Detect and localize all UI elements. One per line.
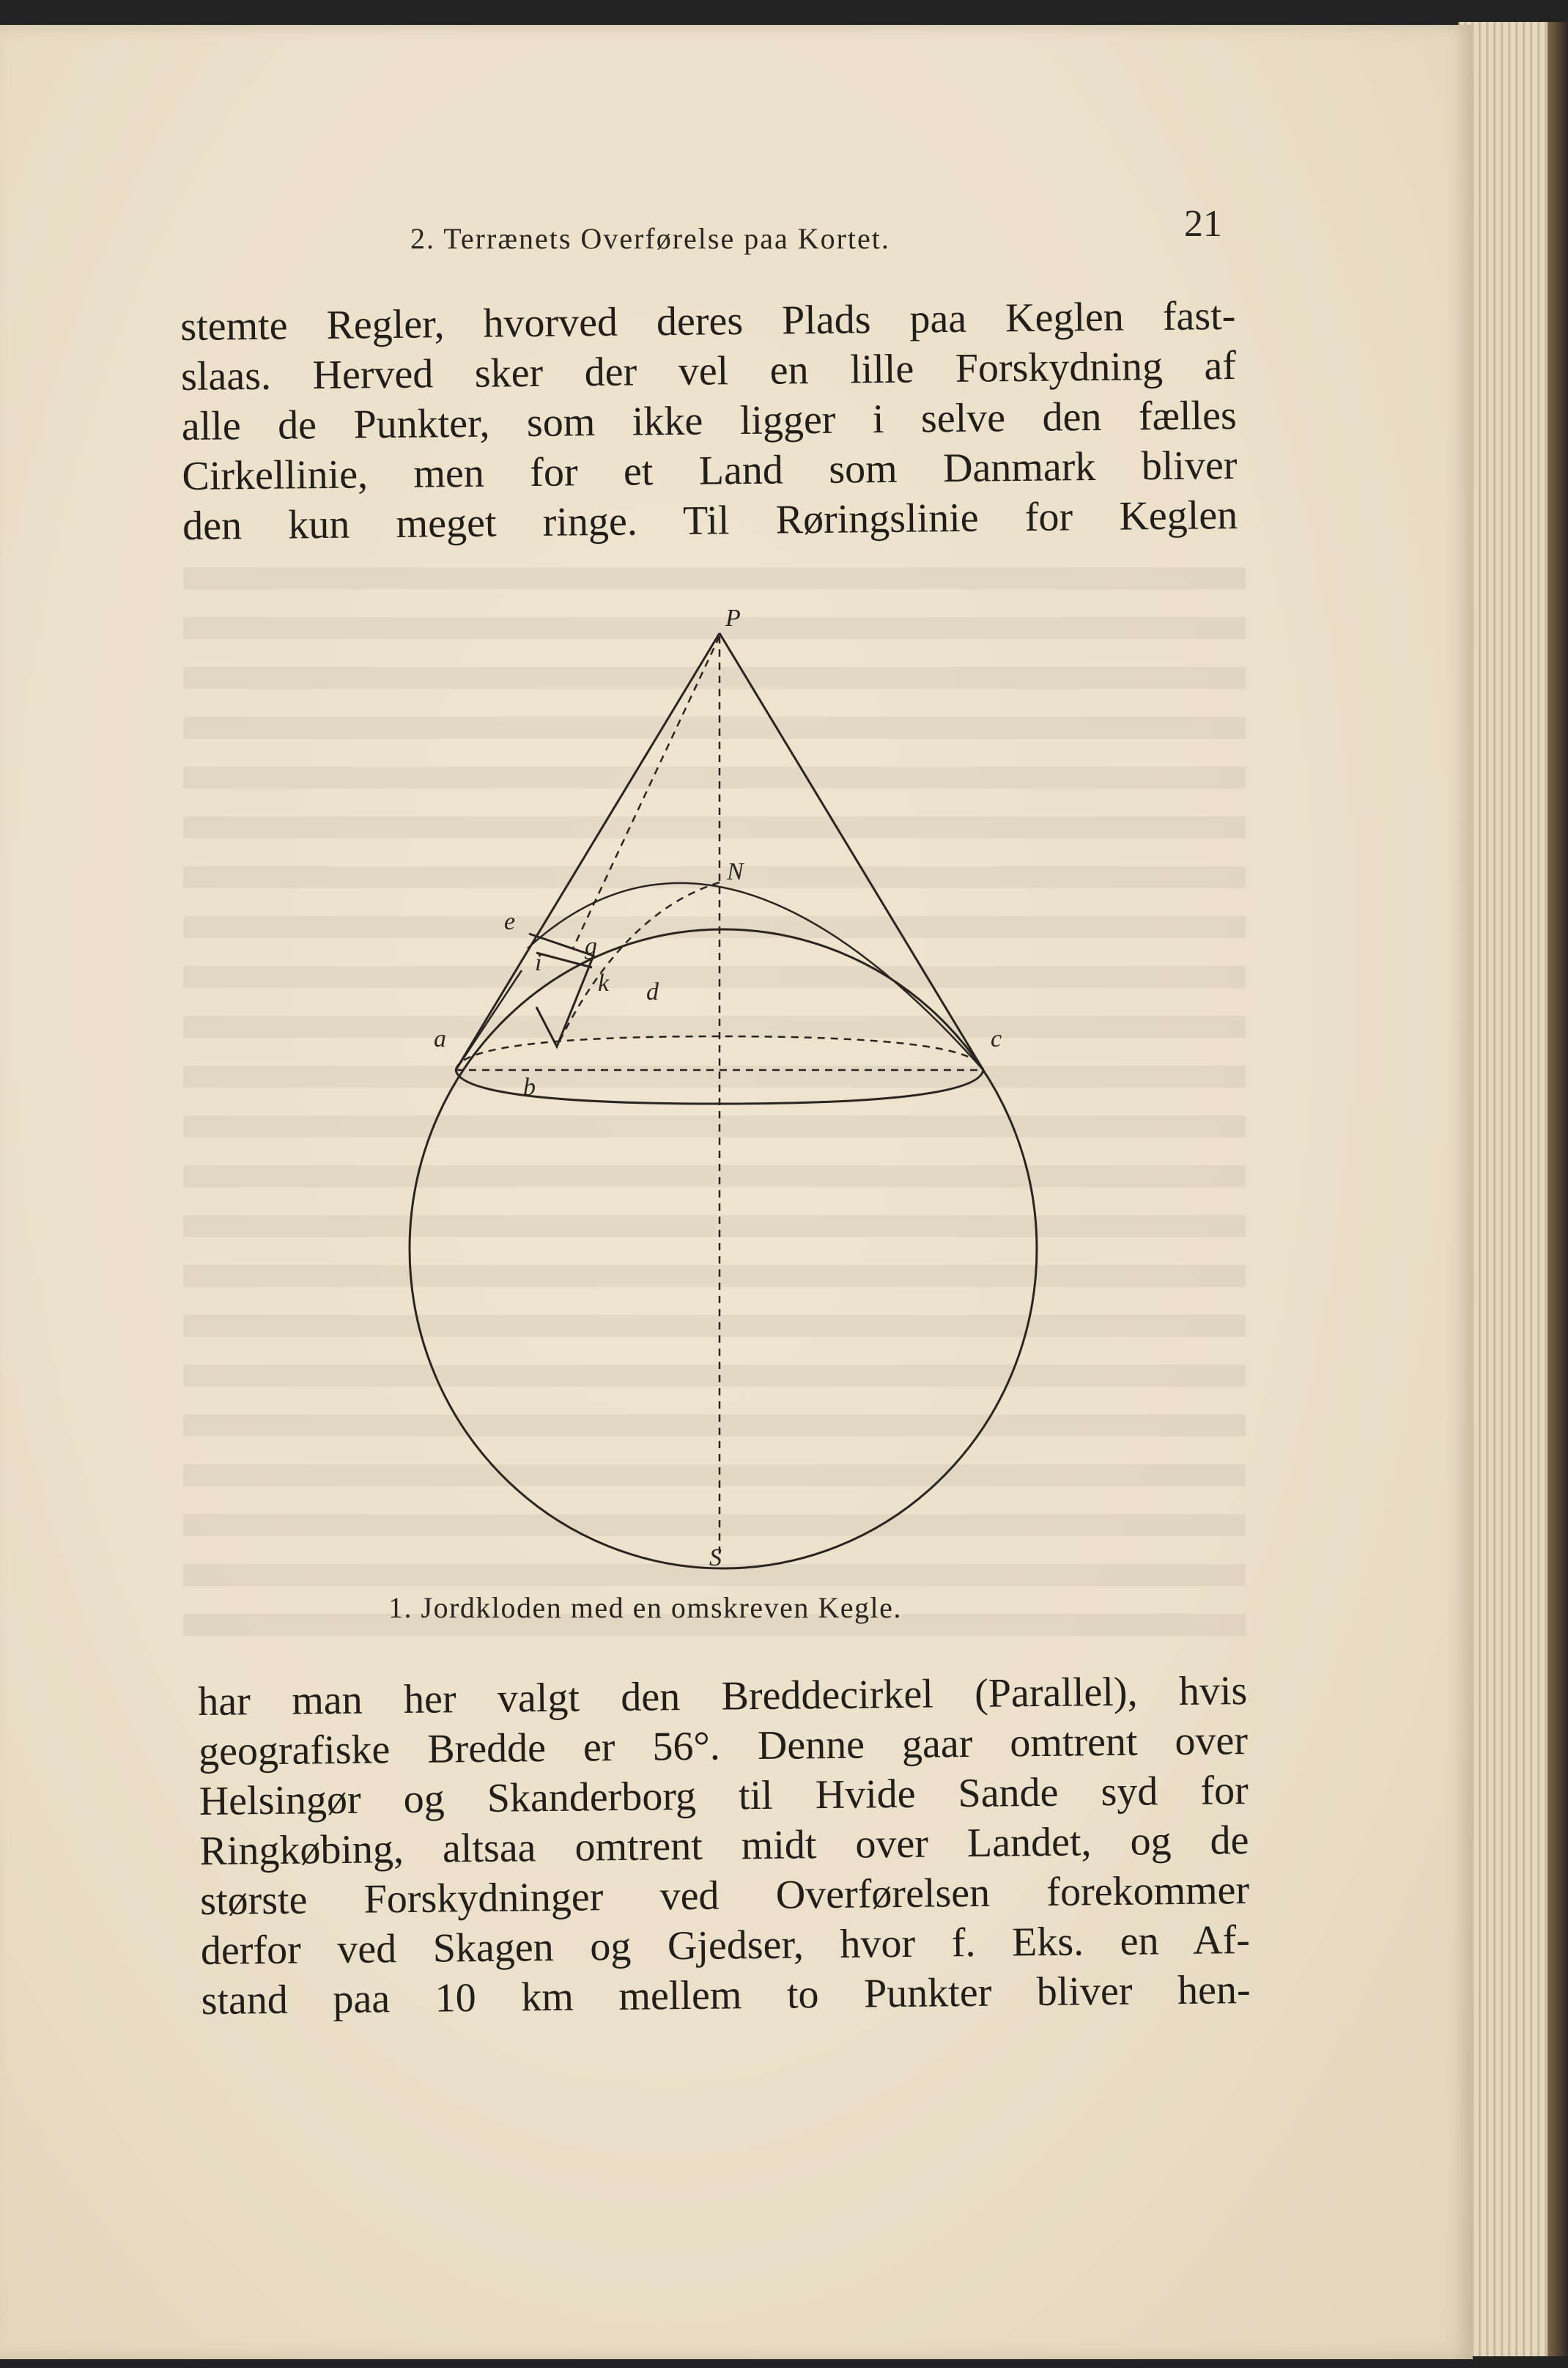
text-line: alle de Punkter, som ikke ligger i selve den fælles [181, 392, 1238, 449]
tangent-segment [456, 970, 522, 1070]
paragraph-top [180, 291, 1238, 551]
label-c: c [991, 1025, 1002, 1052]
cone-left-side [456, 633, 720, 1070]
label-a: a [434, 1025, 446, 1052]
label-P: P [725, 605, 741, 632]
label-S: S [709, 1544, 722, 1571]
globe-circle [410, 929, 1037, 1568]
text-line: største Forskydninger ved Overførelsen forekommer [199, 1867, 1250, 1924]
cone-right-side [720, 633, 983, 1070]
paragraph-bottom [198, 1666, 1251, 2026]
label-N: N [727, 858, 744, 885]
label-k: k [598, 970, 610, 997]
figure-globe-cone [381, 604, 1084, 1579]
label-b: b [523, 1074, 536, 1101]
figure-caption: 1. Jordkloden med en omskreven Kegle. [388, 1591, 902, 1624]
label-e: e [504, 908, 516, 935]
text-line: geografiske Bredde er 56°. Denne gaar omtrent over [198, 1718, 1249, 1774]
text-line: Ringkøbing, altsaa omtrent midt over Landet, og de [199, 1817, 1249, 1874]
label-g: g [585, 933, 597, 960]
text-line: stand paa 10 km mellem to Punkter bliver hen- [201, 1966, 1251, 2024]
text-line: har man her valgt den Breddecirkel (Parallel), hvis [198, 1668, 1248, 1725]
text-line: stemte Regler, hvorved deres Plads paa Keglen fast- [180, 292, 1236, 350]
running-title: 2. Terrænets Overførelse paa Kortet. [410, 222, 890, 255]
text-line: den kun meget ringe. Til Røringslinie for Keglen [182, 492, 1238, 549]
sphere-cap-arc [528, 883, 983, 1070]
text-line: Cirkellinie, men for et Land som Danmark bliver [182, 442, 1238, 499]
label-d: d [646, 978, 659, 1006]
page-number: 21 [1184, 203, 1222, 245]
globe-cone-diagram [381, 604, 1084, 1579]
text-line: Helsingør og Skanderborg til Hvide Sande syd for [199, 1767, 1249, 1824]
text-line: slaas. Herved sker der vel en lille Forskydning af [180, 342, 1237, 399]
book-page [0, 25, 1473, 2359]
text-line: derfor ved Skagen og Gjedser, hvor f. Eks. en Af- [200, 1917, 1251, 1974]
label-i: i [535, 949, 542, 976]
projected-area-line [536, 953, 592, 967]
